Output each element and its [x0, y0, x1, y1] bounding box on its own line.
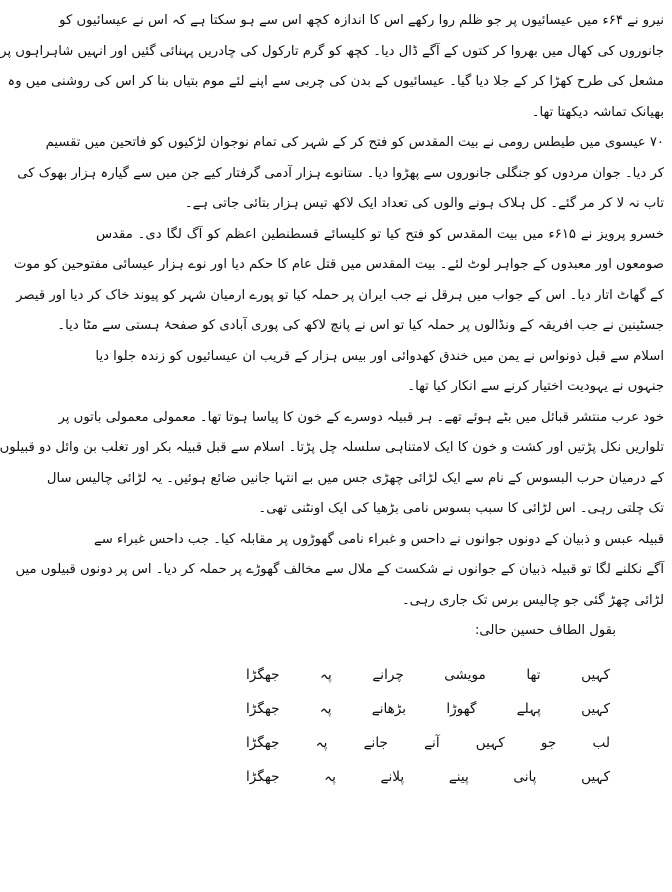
- paragraph-dhu-nuwas: [96, 342, 664, 403]
- poem-word: مویشی: [444, 667, 486, 683]
- text-line: جانوروں کی کھال میں بھروا کر کتوں کے آگے ڈال دیا۔ کچھ کو گرم تارکول کی چادریں پہنائی گئیں اور انہیں شاہراہوں پر: [0, 43, 664, 59]
- poem-word: جھگڑا: [246, 701, 280, 717]
- poem-line: [246, 760, 610, 794]
- poem-word: لب: [592, 735, 610, 751]
- poem-word: پہ: [324, 769, 336, 785]
- paragraph-khusrau: [13, 220, 665, 342]
- poem-word: چرانے: [372, 667, 404, 683]
- poem-line: [246, 726, 610, 760]
- poem: [96, 658, 664, 794]
- text-line: خسرو پرویز نے ۶۱۵ء میں بیت المقدس کو فتح کیا تو کلیسائے قسطنطین اعظم کو آگ لگا دی۔ مقدس: [96, 226, 665, 242]
- poem-word: جھگڑا: [246, 735, 280, 751]
- text-line: مشعل کی طرح کھڑا کر کے جلا دیا گیا۔ عیسائیوں کے بدن کی چربی سے اپنے لئے موم بتیاں بنا کر اس کی روشنی میں وہ: [7, 74, 664, 89]
- text-line: خود عرب منتشر قبائل میں بٹے ہوئے تھے۔ ہر قبیلہ دوسرے کے خون کا پیاسا ہوتا تھا۔ معمولی معمولی باتوں پر: [58, 409, 664, 425]
- text-line: تک چلتی رہی۔ اس لڑائی کا سبب بسوس نامی بڑھیا کی ایک اونٹنی تھی۔: [258, 501, 664, 516]
- text-line: کے درمیان حرب البسوس کے نام سے ایک لڑائی چھڑی جس میں بے انتہا جانیں ضائع ہوئیں۔ یہ لڑائی چالیس سال: [46, 470, 664, 486]
- poem-word: بڑھانے: [371, 701, 407, 717]
- poem-line: [246, 692, 610, 726]
- text-line: نیرو نے ۶۴ء میں عیسائیوں پر جو ظلم روا رکھے اس کا اندازہ کچھ اس سے ہو سکتا ہے کہ اس نے عیسائیوں کو: [59, 13, 664, 28]
- document-page: [0, 6, 665, 794]
- poem-word: پہلے: [516, 701, 541, 717]
- text-line: اسلام سے قبل ذونواس نے یمن میں خندق کھدوائی اور بیس ہزار کے قریب ان عیسائیوں کو زندہ جلوا دیا: [95, 348, 664, 364]
- poem-word: تھا: [526, 667, 541, 683]
- poem-line: [246, 658, 610, 692]
- text-line: صومعوں اور معبدوں کے جواہر لوٹ لئے۔ بیت المقدس میں قتل عام کا حکم دیا اور نوے ہزار عیسائی مفتوحین کو موت: [13, 257, 664, 272]
- paragraph-nero: [0, 6, 664, 128]
- text-line: قبیلہ عبس و ذبیان کے دونوں جوانوں نے داحس و غبراء نامی گھوڑوں پر مقابلہ کیا۔ جب داحس غبراء سے: [94, 531, 664, 547]
- text-line: لڑائی چھڑ گئی جو چالیس برس تک جاری رہی۔: [401, 592, 664, 608]
- poem-word: جھگڑا: [246, 667, 280, 683]
- text-line: تاب نہ لا کر مر گئے۔ کل ہلاک ہونے والوں کی تعداد ایک لاکھ تیس ہزار بتائی جاتی ہے۔: [184, 196, 664, 211]
- poem-word: پینے: [448, 769, 469, 785]
- poem-word: کہیں: [581, 667, 610, 683]
- text-line: جنہوں نے یہودیت اختیار کرنے سے انکار کیا تھا۔: [407, 379, 664, 394]
- poem-word: جو: [540, 735, 557, 751]
- paragraph-arab-tribes: [0, 403, 664, 525]
- poem-word: کہیں: [475, 735, 505, 751]
- poem-word: گھوڑا: [446, 701, 477, 717]
- poem-word: آنے: [424, 735, 440, 751]
- paragraph-abs-dhubyan: [15, 525, 664, 617]
- poem-word: جانے: [363, 735, 388, 751]
- text-line: تلواریں نکل پڑتیں اور کشت و خون کا ایک لامتناہی سلسلہ چل پڑتا۔ اسلام سے قبل قبیلہ بکر اور تغلب بن وائل دو قبیلوں: [0, 440, 664, 455]
- poem-word: کہیں: [581, 769, 610, 785]
- text-line: کر دیا۔ جوان مردوں کو جنگلی جانوروں سے پھڑوا دیا۔ ستانوے ہزار آدمی گرفتار کیے جن میں سے گیارہ ہزار بھوک کی: [17, 165, 664, 181]
- poem-word: پہ: [319, 701, 332, 717]
- text-line: ۷۰ عیسوی میں طیطس رومی نے بیت المقدس کو فتح کر کے شہر کی تمام نوجوان لڑکیوں کو فاتحین میں تقسیم: [45, 135, 664, 150]
- paragraph-titus: [17, 128, 664, 220]
- text-line: جسٹینین نے جب افریقہ کے ونڈالوں پر حملہ کیا تو اس نے پانچ لاکھ کی پوری آبادی کو صفحۂ ہستی سے مٹا دیا۔: [57, 318, 664, 333]
- poem-word: پانی: [513, 769, 537, 785]
- poem-word: پلانے: [380, 769, 405, 785]
- text-line: کے گھاٹ اتار دیا۔ اس کے جواب میں ہرقل نے جب ایران پر حملہ کیا تو پورے ارمیان شہر کو پیوند خاک کر دیا اور قیصر: [16, 287, 664, 303]
- poem-word: جھگڑا: [246, 769, 280, 785]
- poem-word: پہ: [320, 667, 332, 683]
- poem-word: پہ: [315, 735, 328, 751]
- poem-word: کہیں: [581, 701, 610, 717]
- poem-attribution: بقول الطاف حسین حالی:: [474, 623, 616, 638]
- text-line: آگے نکلنے لگا تو قبیلہ ذبیان کے جوانوں نے شکست کے ملال سے مخالف گھوڑے پر حملہ کر دیا۔ اس پر دونوں قبیلوں میں: [15, 562, 664, 577]
- text-line: بھیانک تماشہ دیکھتا تھا۔: [531, 104, 664, 120]
